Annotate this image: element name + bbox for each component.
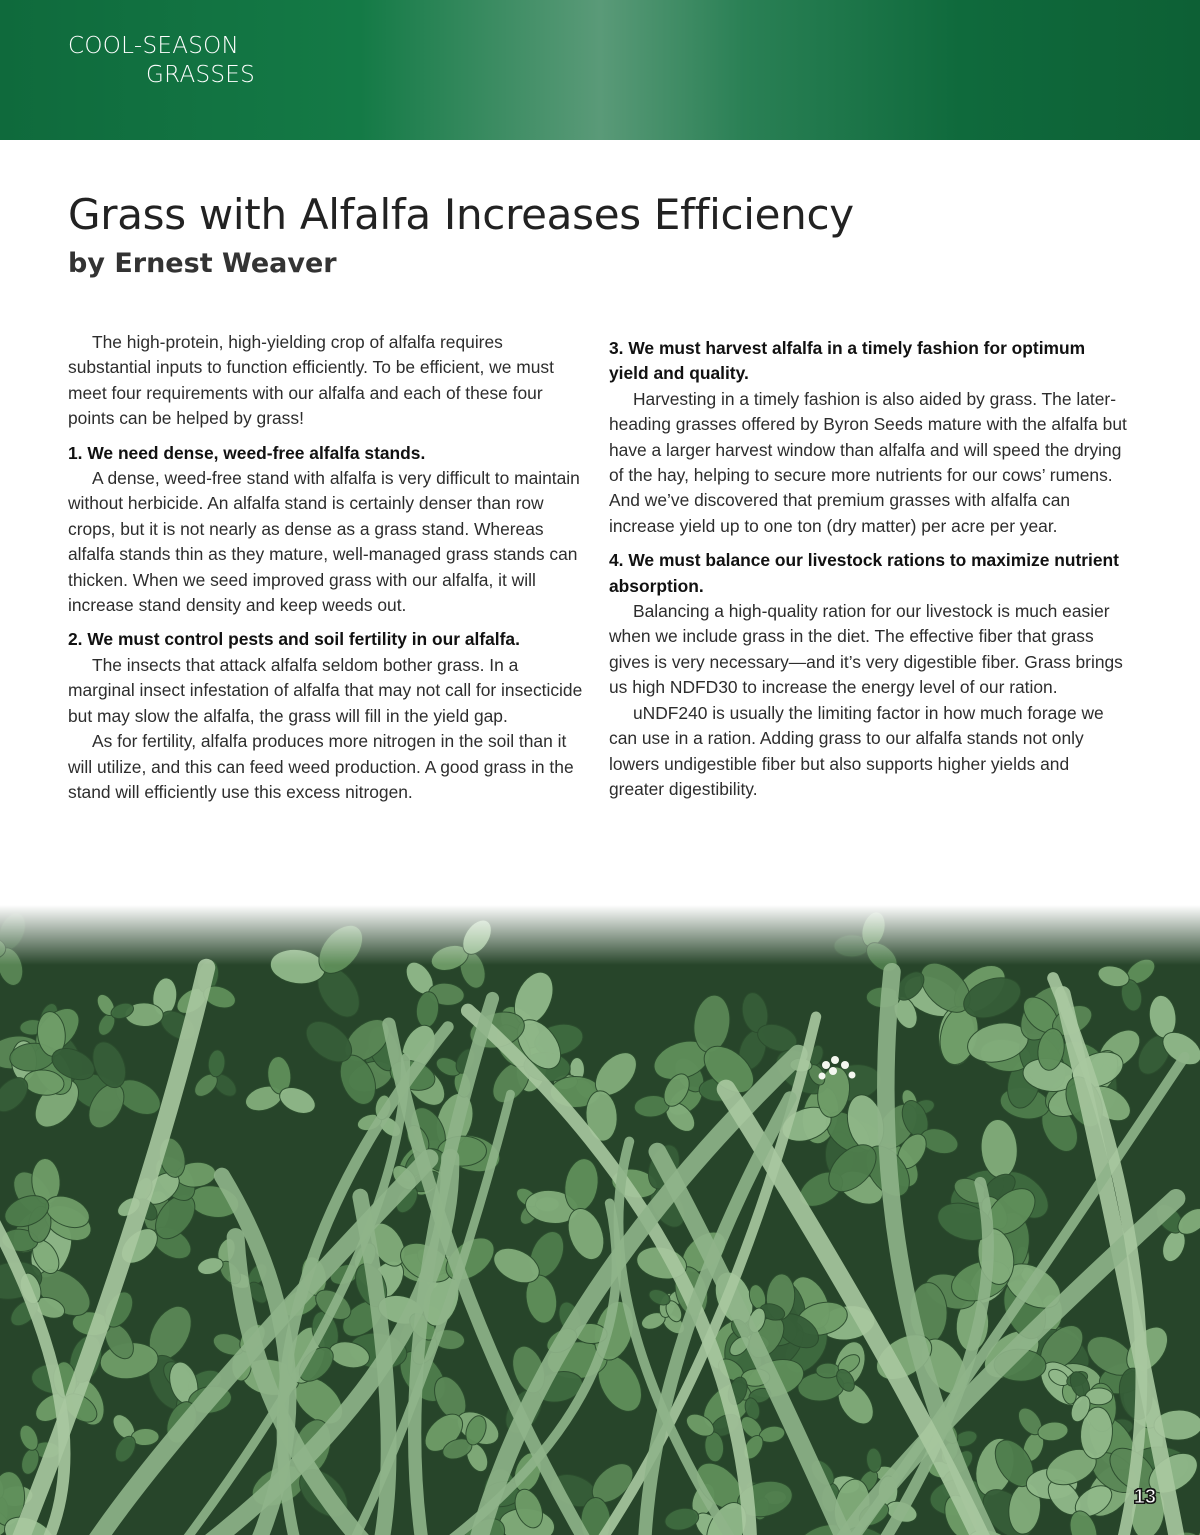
alfalfa-grass-photo	[0, 905, 1200, 1535]
point3-heading: 3. We must harvest alfalfa in a timely fashion for optimum yield and quality.	[609, 338, 1086, 384]
intro-paragraph: The high-protein, high-yielding crop of alfalfa requires substantial inputs to function efficiently. To be efficient, we must meet four requirements with our alfalfa and each of these four points can be helped by grass!	[68, 332, 554, 429]
point2-paragraph-2: As for fertility, alfalfa produces more nitrogen in the soil than it will utilize, and this can feed weed production. A good grass in the stand will efficiently use this excess nitrogen.	[68, 731, 574, 802]
point2-heading: 2. We must control pests and soil fertility in our alfalfa.	[68, 629, 520, 650]
point4-heading: 4. We must balance our livestock rations to maximize nutrient absorption.	[609, 550, 1119, 596]
point3-paragraph: Harvesting in a timely fashion is also aided by grass. The later-heading grasses offered by Byron Seeds mature with the alfalfa but have a larger harvest window than alfalfa and will speed the drying of the hay, helping to secure more nutrients for our cows’ rumens. And we’ve discovered that premium grasses with alfalfa can increase yield up to one ton (dry matter) per acre per year.	[609, 388, 1127, 536]
point4-paragraph-2: uNDF240 is usually the limiting factor in how much forage we can use in a ration. Adding grass to our alfalfa stands not only lowers undigestible fiber but also supports higher yields and greater digestibility.	[609, 702, 1104, 799]
section-banner	[0, 0, 1200, 140]
point1-heading: 1. We need dense, weed-free alfalfa stands.	[68, 442, 426, 463]
foliage-illustration	[0, 905, 1200, 1535]
point1-paragraph: A dense, weed-free stand with alfalfa is very difficult to maintain without herbicide. An alfalfa stand is certainly denser than row crops, but it is not nearly as dense as a grass stand. Whereas alfalfa stands thin as they mature, well-managed grass stands can thicken. When we seed improved grass with our alfalfa, it will increase stand density and keep weeds out.	[68, 468, 580, 616]
left-column	[68, 330, 588, 805]
photo-top-fade	[0, 905, 1200, 965]
section-label-line1: COOL-SEASON	[68, 33, 240, 59]
section-label	[68, 32, 255, 90]
article-byline: by Ernest Weaver	[68, 248, 337, 279]
article-title: Grass with Alfalfa Increases Efficiency	[68, 190, 854, 239]
right-column	[609, 336, 1129, 802]
point4-paragraph-1: Balancing a high-quality ration for our livestock is much easier when we include grass in the diet. The effective fiber that grass gives is very necessary—and it’s very digestible fiber. Grass brings us high NDFD30 to increase the energy level of our ration.	[609, 601, 1123, 698]
point2-paragraph-1: The insects that attack alfalfa seldom bother grass. In a marginal insect infestation of alfalfa that may not call for insecticide but may slow the alfalfa, the grass will fill in the yield gap.	[68, 654, 583, 726]
page-number: 13	[1133, 1486, 1156, 1508]
section-label-line2: GRASSES	[146, 62, 256, 88]
